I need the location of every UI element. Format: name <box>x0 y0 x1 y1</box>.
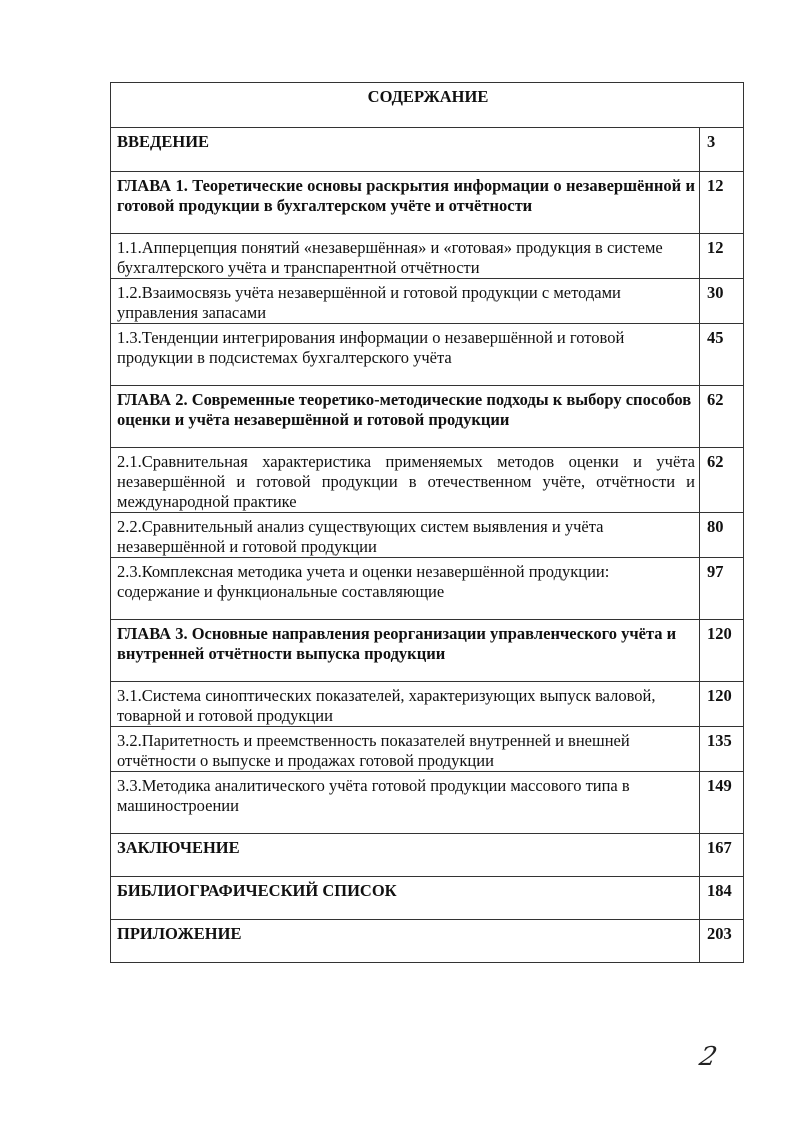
toc-row-section-1-1 <box>111 234 744 279</box>
toc-entry-page: 120 <box>700 620 744 682</box>
toc-entry-page: 167 <box>700 834 744 877</box>
toc-row-chapter-2 <box>111 386 744 448</box>
toc-entry-text: ВВЕДЕНИЕ <box>111 128 700 172</box>
toc-title: СОДЕРЖАНИЕ <box>111 83 744 128</box>
toc-entry-text: ГЛАВА 3. Основные направления реорганизации управленческого учёта и внутренней отчётности выпуска продукции <box>111 620 700 682</box>
toc-entry-text: 2.3.Комплексная методика учета и оценки незавершённой продукции: содержание и функциональные составляющие <box>111 558 700 620</box>
toc-entry-page: 12 <box>700 234 744 279</box>
toc-header-row <box>111 83 744 128</box>
toc-entry-page: 12 <box>700 172 744 234</box>
table-of-contents <box>110 82 744 963</box>
toc-entry-page: 97 <box>700 558 744 620</box>
toc-entry-text: 2.2.Сравнительный анализ существующих систем выявления и учёта незавершённой и готовой продукции <box>111 513 700 558</box>
toc-entry-text: 1.1.Апперцепция понятий «незавершённая» и «готовая» продукция в системе бухгалтерского учёта и транспарентной отчётности <box>111 234 700 279</box>
toc-entry-text: 3.1.Система синоптических показателей, характеризующих выпуск валовой, товарной и готовой продукции <box>111 682 700 727</box>
toc-row-chapter-3 <box>111 620 744 682</box>
toc-row-bibliography <box>111 877 744 920</box>
toc-entry-page: 149 <box>700 772 744 834</box>
toc-entry-text: БИБЛИОГРАФИЧЕСКИЙ СПИСОК <box>111 877 700 920</box>
toc-entry-page: 120 <box>700 682 744 727</box>
toc-row-section-2-3 <box>111 558 744 620</box>
toc-entry-page: 80 <box>700 513 744 558</box>
toc-entry-page: 203 <box>700 920 744 963</box>
handwritten-page-number: 2 <box>696 1042 720 1072</box>
toc-entry-text: ПРИЛОЖЕНИЕ <box>111 920 700 963</box>
toc-row-section-1-2 <box>111 279 744 324</box>
toc-row-introduction <box>111 128 744 172</box>
toc-entry-text: ГЛАВА 2. Современные теоретико-методические подходы к выбору способов оценки и учёта незавершённой и готовой продукции <box>111 386 700 448</box>
toc-entry-page: 184 <box>700 877 744 920</box>
toc-entry-text: ГЛАВА 1. Теоретические основы раскрытия информации о незавершённой и готовой продукции в бухгалтерском учёте и отчётности <box>111 172 700 234</box>
toc-entry-text: 1.3.Тенденции интегрирования информации о незавершённой и готовой продукции в подсистемах бухгалтерского учёта <box>111 324 700 386</box>
toc-entry-page: 3 <box>700 128 744 172</box>
toc-entry-page: 30 <box>700 279 744 324</box>
toc-entry-page: 62 <box>700 448 744 513</box>
toc-entry-page: 135 <box>700 727 744 772</box>
toc-entry-text: ЗАКЛЮЧЕНИЕ <box>111 834 700 877</box>
toc-row-section-3-2 <box>111 727 744 772</box>
toc-row-section-2-2 <box>111 513 744 558</box>
toc-entry-page: 62 <box>700 386 744 448</box>
toc-row-conclusion <box>111 834 744 877</box>
toc-entry-text: 2.1.Сравнительная характеристика применяемых методов оценки и учёта незавершённой и готовой продукции в отечественном учёте, отчётности и международной практике <box>111 448 700 513</box>
toc-row-section-2-1 <box>111 448 744 513</box>
toc-row-section-1-3 <box>111 324 744 386</box>
toc-row-appendix <box>111 920 744 963</box>
toc-entry-text: 1.2.Взаимосвязь учёта незавершённой и готовой продукции с методами управления запасами <box>111 279 700 324</box>
toc-entry-page: 45 <box>700 324 744 386</box>
toc-entry-text: 3.3.Методика аналитического учёта готовой продукции массового типа в машиностроении <box>111 772 700 834</box>
toc-row-section-3-3 <box>111 772 744 834</box>
toc-entry-text: 3.2.Паритетность и преемственность показателей внутренней и внешней отчётности о выпуске и продажах готовой продукции <box>111 727 700 772</box>
toc-row-chapter-1 <box>111 172 744 234</box>
toc-row-section-3-1 <box>111 682 744 727</box>
